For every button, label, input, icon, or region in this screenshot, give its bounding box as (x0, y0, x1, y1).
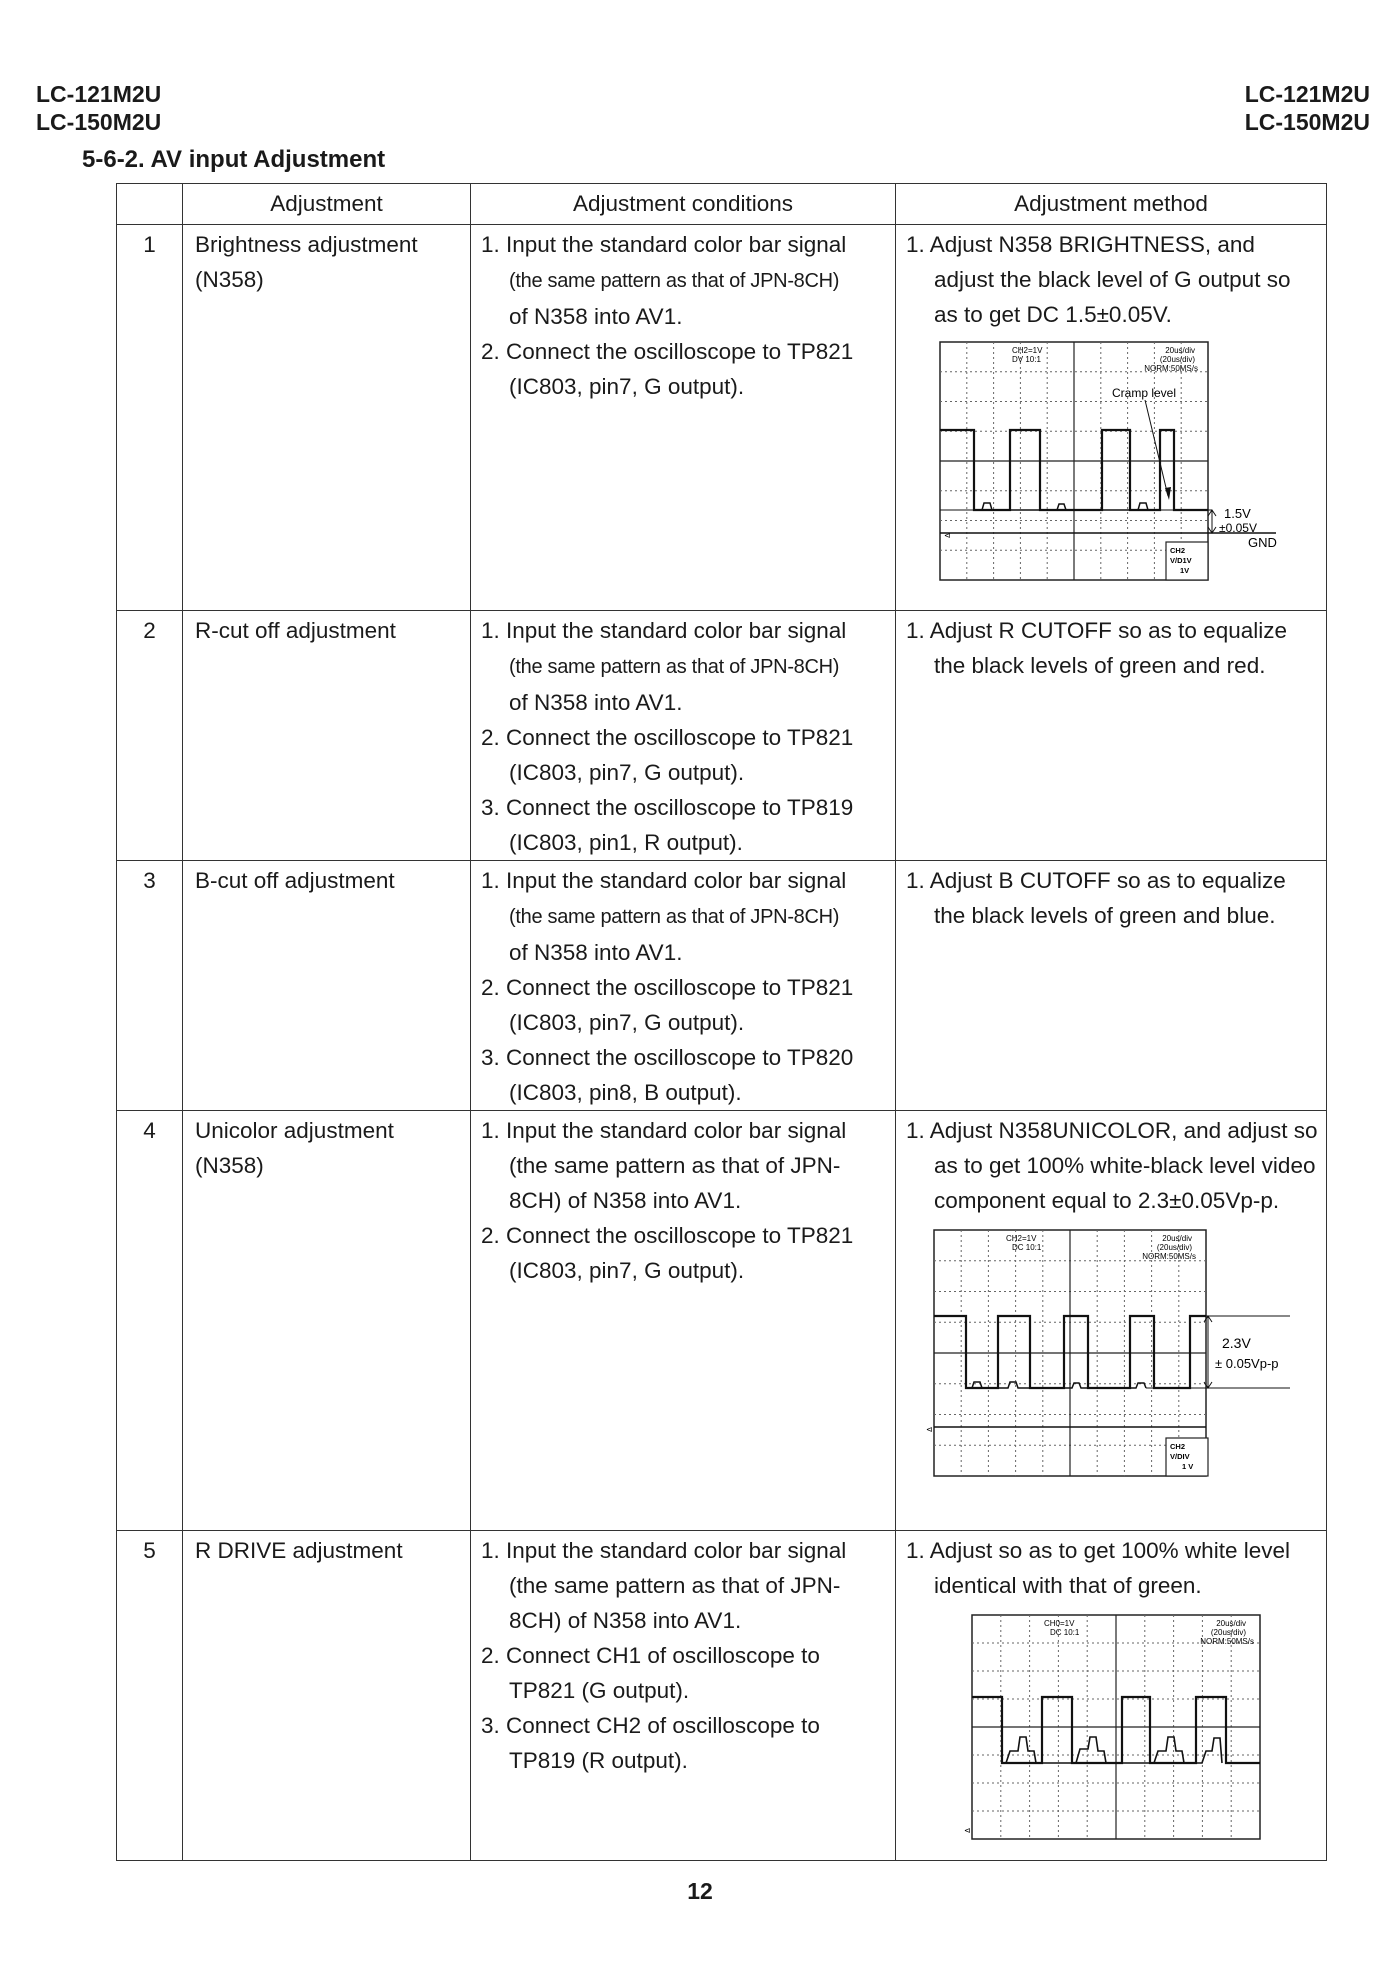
scope-value-2: ±0.05V (1219, 521, 1257, 535)
table-header-row (117, 184, 1327, 225)
method-step: 1. Adjust N358UNICOLOR, and adjust so as to get 100% white-black level video component equal to 2.3±0.05Vp-p. (906, 1118, 1318, 1213)
row-number: 3 (117, 861, 183, 1111)
scope-value-2: ± 0.05Vp-p (1215, 1356, 1279, 1371)
method-step: 1. Adjust B CUTOFF so as to equalize the black levels of green and blue. (906, 868, 1286, 928)
condition-step: 3. Connect the oscilloscope to TP820 (IC803, pin8, B output). (481, 1045, 854, 1105)
adjustment-method (896, 1111, 1327, 1531)
oscilloscope-waveform-unicolor (906, 1226, 1318, 1484)
adjustment-method (896, 1531, 1327, 1861)
scope-top-left-1: CH0=1V (1044, 1619, 1075, 1628)
condition-step: 2. Connect the oscilloscope to TP821 (IC803, pin7, G output). (481, 339, 854, 399)
condition-step: 2. Connect the oscilloscope to TP821 (IC803, pin7, G output). (481, 975, 854, 1035)
adjustment-name: Unicolor adjustment (N358) (183, 1111, 471, 1531)
table-row (117, 225, 1327, 611)
adjustment-conditions (471, 225, 896, 611)
row-number: 4 (117, 1111, 183, 1531)
header-method: Adjustment method (896, 184, 1327, 225)
header-models-left (36, 80, 161, 136)
svg-text:⊲: ⊲ (944, 531, 951, 540)
condition-step: 1. Input the standard color bar signal (the same pattern as that of JPN-8CH) of N358 into AV1. (481, 1538, 847, 1633)
scope-box-line-1: CH2 (1170, 546, 1186, 555)
condition-step: 1. Input the standard color bar signal (the same pattern as that of JPN-8CH) of N358 into AV1. (481, 868, 847, 965)
table-row (117, 1111, 1327, 1531)
adjustment-conditions (471, 1531, 896, 1861)
scope-top-right-1: 20us/div (1162, 1234, 1192, 1243)
header-conditions: Adjustment conditions (471, 184, 896, 225)
method-step: 1. Adjust so as to get 100% white level identical with that of green. (906, 1538, 1290, 1598)
table-row (117, 1531, 1327, 1861)
condition-step: 3. Connect the oscilloscope to TP819 (IC803, pin1, R output). (481, 795, 854, 855)
scope-top-right-1: 20us/div (1165, 346, 1195, 355)
adjustment-name: R DRIVE adjustment (183, 1531, 471, 1861)
condition-step: 3. Connect CH2 of oscilloscope to TP819 (R output). (481, 1713, 820, 1773)
header-models-right (1245, 80, 1370, 136)
svg-text:⊲: ⊲ (926, 1425, 933, 1434)
table-row (117, 861, 1327, 1111)
scope-top-right-1: 20us/div (1216, 1619, 1246, 1628)
adjustment-method (896, 225, 1327, 611)
scope-top-left-2: DV 10:1 (1012, 355, 1041, 364)
scope-top-right-3: NORM:50MS/s (1144, 364, 1198, 373)
adjustment-name: R-cut off adjustment (183, 611, 471, 861)
scope-top-right-3: NORM:50MS/s (1142, 1252, 1196, 1261)
oscilloscope-waveform-brightness (912, 338, 1324, 588)
adjustment-conditions (471, 861, 896, 1111)
header-model-2: LC-150M2U (1244, 109, 1370, 135)
condition-step: 1. Input the standard color bar signal (the same pattern as that of JPN-8CH) of N358 into AV1. (481, 618, 847, 715)
svg-text:⊲: ⊲ (964, 1826, 971, 1835)
scope-value-1: 2.3V (1222, 1335, 1251, 1351)
scope-top-right-2: (20us/div) (1159, 355, 1195, 364)
scope-box-line-2: V/DIV (1170, 1452, 1190, 1461)
header-model-1: LC-121M2U (36, 81, 162, 107)
scope-top-left-2: DC 10:1 (1050, 1628, 1080, 1637)
condition-step: 1. Input the standard color bar signal (the same pattern as that of JPN-8CH) of N358 into AV1. (481, 232, 847, 329)
section-title: 5-6-2. AV input Adjustment (82, 146, 386, 173)
table-row (117, 611, 1327, 861)
condition-step: 2. Connect CH1 of oscilloscope to TP821 (G output). (481, 1643, 820, 1703)
scope-box-line-2: V/D1V (1170, 556, 1192, 565)
scope-top-left-1: CH2=1V (1012, 346, 1043, 355)
scope-top-left-2: DC 10:1 (1012, 1243, 1042, 1252)
av-adjustment-table (116, 183, 1327, 1861)
row-number: 1 (117, 225, 183, 611)
scope-top-left-1: CH2=1V (1006, 1234, 1037, 1243)
method-step: 1. Adjust N358 BRIGHTNESS, and adjust the black level of G output so as to get DC 1.5±0.05V. (906, 232, 1291, 327)
header-adjustment: Adjustment (183, 184, 471, 225)
method-step: 1. Adjust R CUTOFF so as to equalize the black levels of green and red. (906, 618, 1287, 678)
row-number: 5 (117, 1531, 183, 1861)
scope-cramp-label: Cramp level (1112, 386, 1177, 400)
adjustment-conditions (471, 1111, 896, 1531)
header-model-1: LC-121M2U (1244, 81, 1370, 107)
row-number: 2 (117, 611, 183, 861)
adjustment-method (896, 861, 1327, 1111)
condition-step: 1. Input the standard color bar signal (the same pattern as that of JPN-8CH) of N358 into AV1. (481, 1118, 847, 1213)
page-number: 12 (687, 1878, 713, 1904)
oscilloscope-waveform-r-drive (906, 1611, 1318, 1843)
scope-box-line-1: CH2 (1170, 1442, 1186, 1451)
header-model-2: LC-150M2U (36, 109, 162, 135)
condition-step: 2. Connect the oscilloscope to TP821 (IC803, pin7, G output). (481, 1223, 854, 1283)
scope-top-right-2: (20us/div) (1210, 1628, 1246, 1637)
scope-gnd-label: GND (1248, 535, 1277, 550)
scope-box-line-3: 1 V (1182, 1462, 1194, 1471)
adjustment-name: Brightness adjustment (N358) (183, 225, 471, 611)
scope-value-1: 1.5V (1224, 506, 1251, 521)
scope-top-right-3: NORM:50MS/s (1200, 1637, 1254, 1646)
scope-top-right-2: (20us/div) (1156, 1243, 1192, 1252)
scope-box-line-3: 1V (1180, 566, 1190, 575)
condition-step: 2. Connect the oscilloscope to TP821 (IC803, pin7, G output). (481, 725, 854, 785)
adjustment-conditions (471, 611, 896, 861)
adjustment-name: B-cut off adjustment (183, 861, 471, 1111)
adjustment-method (896, 611, 1327, 861)
